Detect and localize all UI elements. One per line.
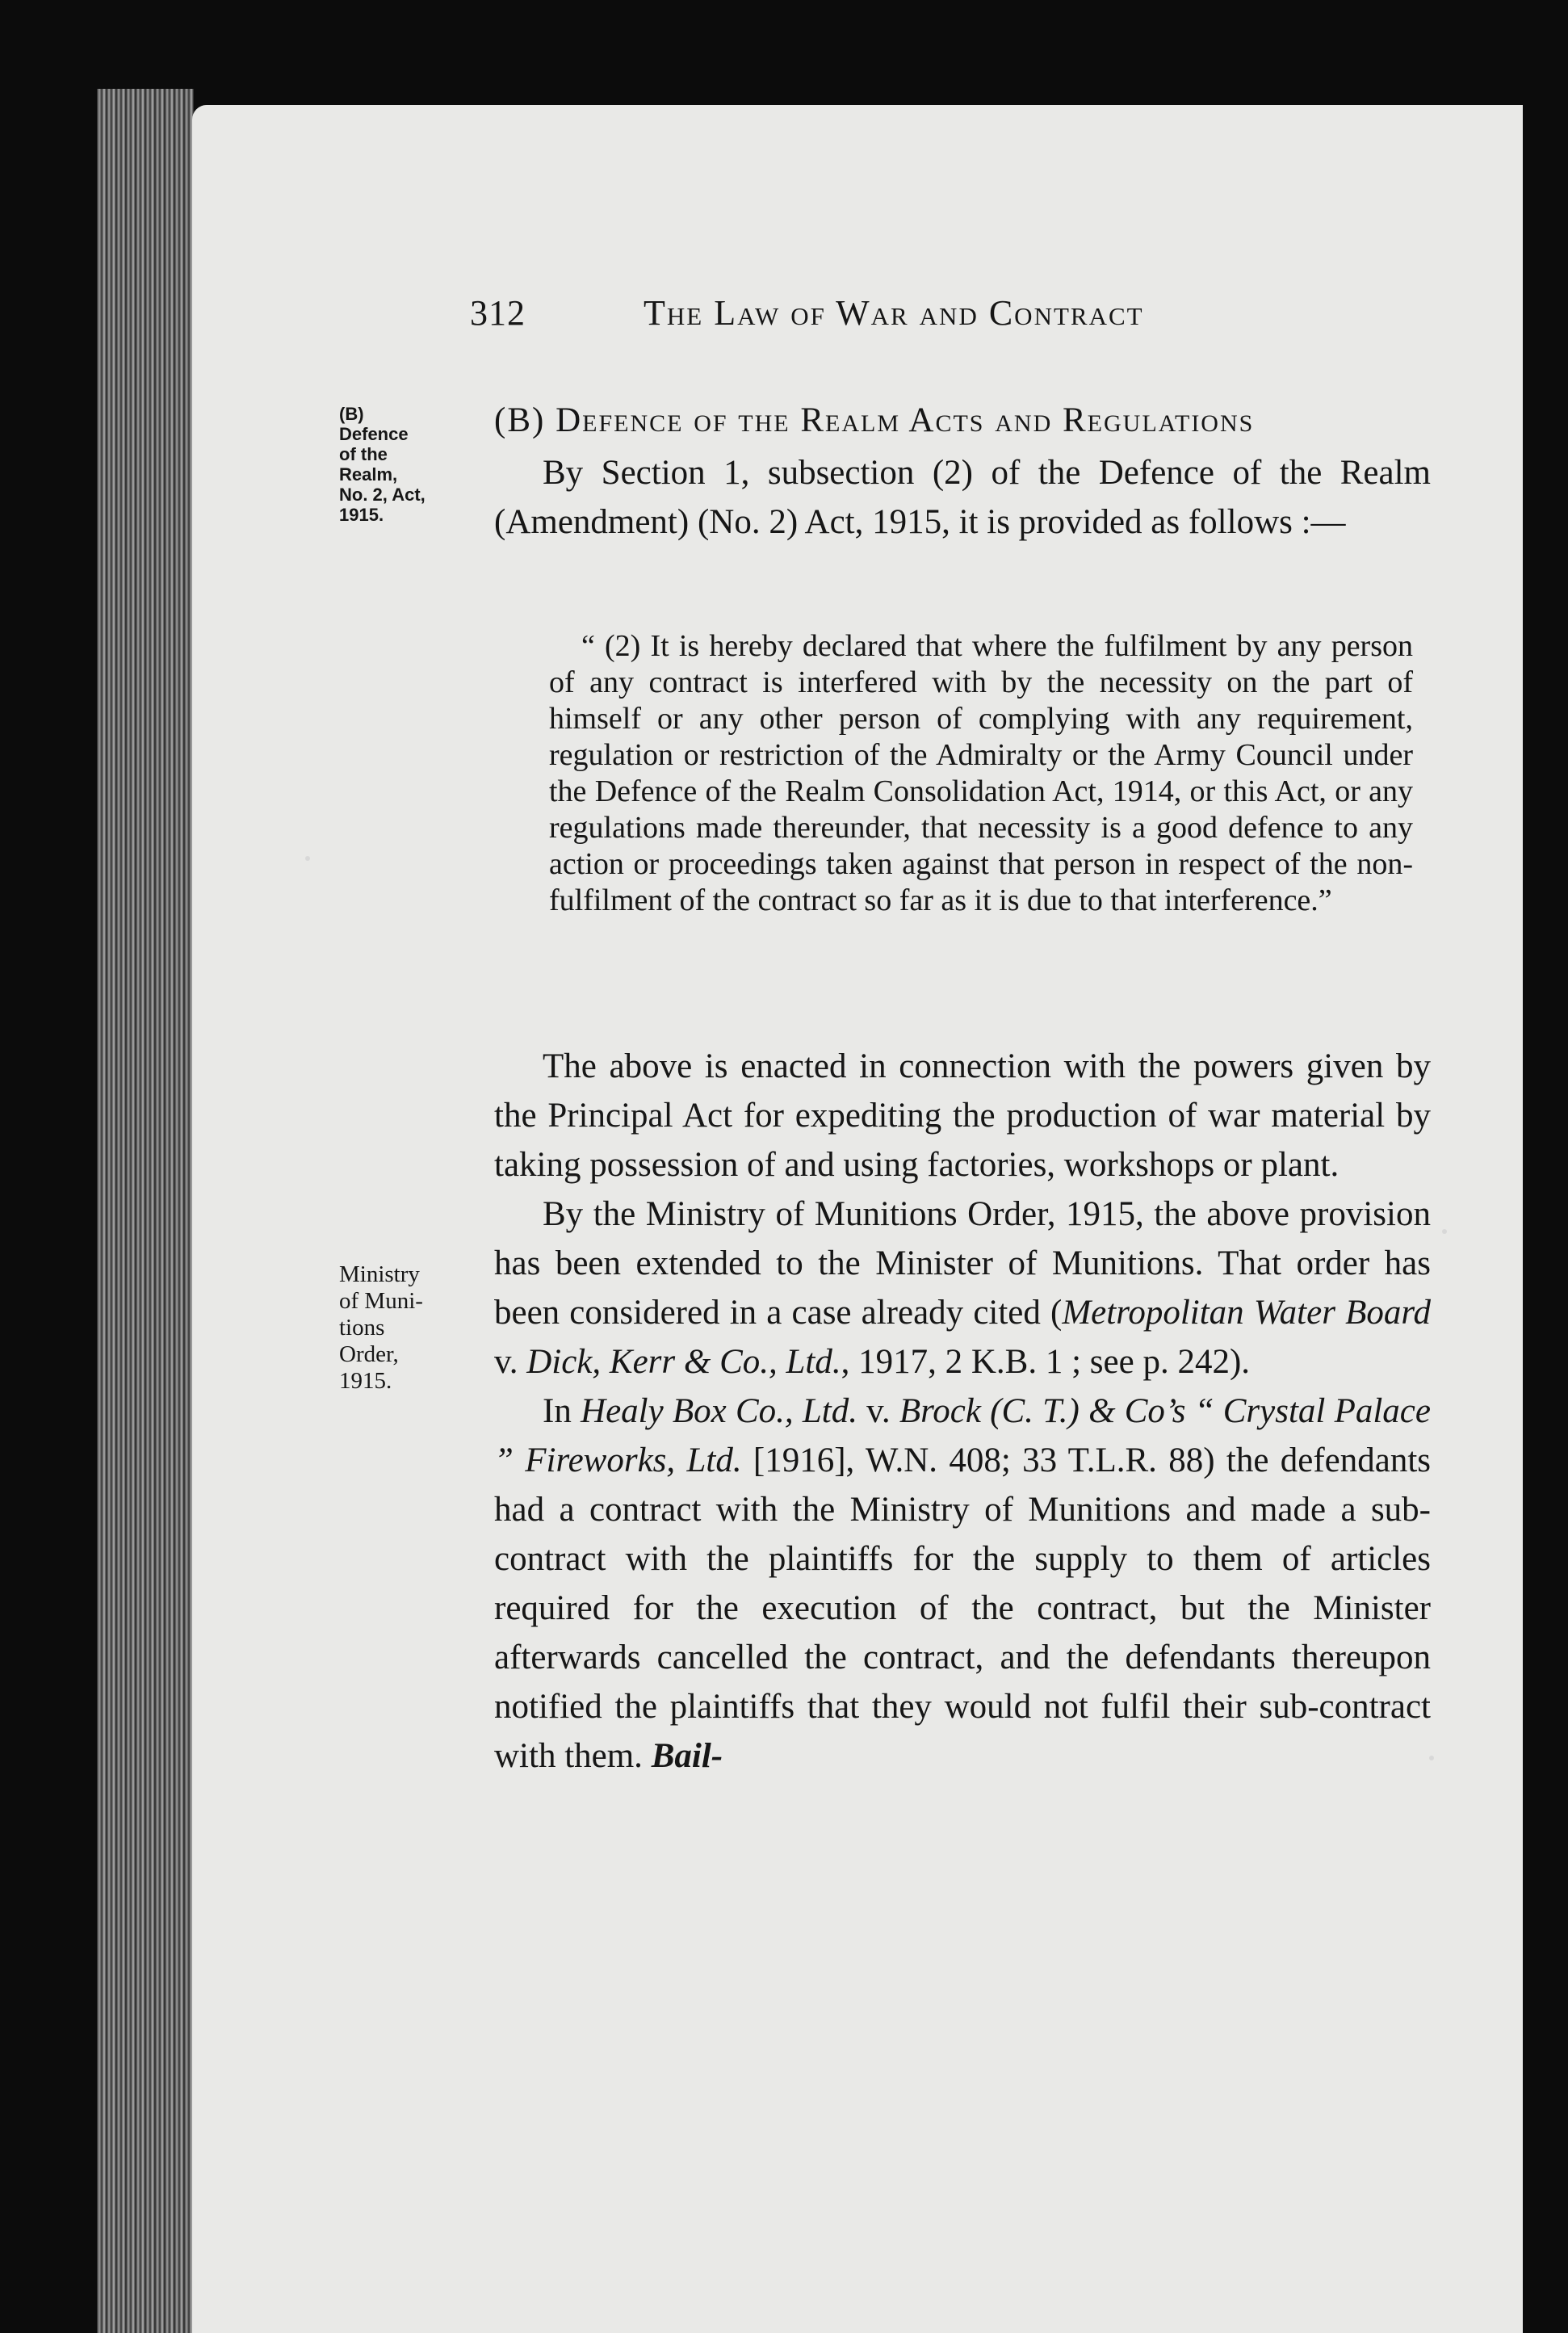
marginal-note-defence-act: (B) Defence of the Realm, No. 2, Act, 1915. — [339, 404, 426, 525]
page-header — [470, 292, 1277, 349]
paragraph-3 — [494, 1190, 1431, 1387]
main-paragraphs — [494, 1042, 1431, 1781]
p3-text-start: By the Ministry of Munitions Order, 1915, the above provision has been extended to the Minister of Munitions. That order has been considered in a case already cited ( — [494, 1195, 1431, 1332]
p4-text-start: In — [543, 1392, 581, 1430]
p4-text-body: [1916], W.N. 408; 33 T.L.R. 88) the defendants had a contract with the Ministry of Munitions and made a sub-contract with the plaintiffs for the supply to them of articles required for the execution of the contract, but the Minister afterwards cancelled the contract, and the defendants thereupon notified the plaintiffs that they would not fulfil their sub-contract with them. — [494, 1441, 1431, 1775]
p4-trailing-word: Bail- — [651, 1737, 723, 1775]
case-name-healy-box: Healy Box Co., Ltd. — [581, 1392, 857, 1430]
speck — [1429, 1756, 1434, 1760]
section-block — [494, 396, 1431, 547]
page-number: 312 — [470, 293, 526, 333]
paragraph-2: The above is enacted in connection with the powers given by the Principal Act for expediting the production of war material by taking possession of and using factories, workshops or plant. — [494, 1047, 1431, 1184]
paragraph-4 — [494, 1387, 1431, 1781]
statute-quote: “ (2) It is hereby declared that where the fulfilment by any person of any contract is interfered with by the necessity on the part of himself or any other person of complying with any requirement, regulation or restriction of the Admiralty or the Army Council under the Defence of the Realm Consolidation Act, 1914, or this Act, or any regulations made thereunder, that necessity is a good defence to any action or proceedings taken against that person in respect of the non-fulfilment of the contract so far as it is due to that interference.” — [549, 629, 1413, 917]
case-name-brock: Brock (C. T.) & Co’s “ Crystal Palace ” Fireworks, Ltd. — [494, 1392, 1431, 1479]
paragraph-1: By Section 1, subsection (2) of the Defence of the Realm (Amendment) (No. 2) Act, 1915, it is provided as follows :— — [494, 454, 1431, 541]
p3-versus: v. — [494, 1343, 527, 1381]
speck — [1442, 1229, 1447, 1234]
speck — [305, 856, 310, 861]
page-edges — [97, 89, 194, 2333]
p3-citation: , 1917, 2 K.B. 1 ; see p. 242). — [841, 1343, 1251, 1381]
section-heading: (B) Defence of the Realm Acts and Regulations — [494, 401, 1255, 439]
marginal-note-munitions-order: Ministry of Muni- tions Order, 1915. — [339, 1261, 423, 1394]
case-name-dick-kerr: Dick, Kerr & Co., Ltd. — [526, 1343, 841, 1381]
case-name-metropolitan: Metropolitan Water Board — [1062, 1294, 1431, 1332]
running-title: The Law of War and Contract — [644, 293, 1144, 333]
p4-versus: v. — [857, 1392, 899, 1430]
